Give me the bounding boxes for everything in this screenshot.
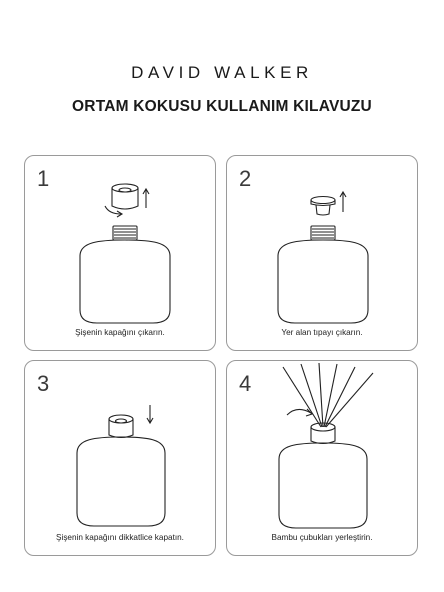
step-card-1	[24, 155, 216, 351]
step-number: 4	[239, 371, 252, 396]
step-caption: Bambu çubukları yerleştirin.	[271, 533, 373, 542]
step-3-illustration	[25, 361, 217, 557]
brand-logo: DAVID WALKER	[131, 63, 313, 82]
step-number: 1	[37, 166, 50, 191]
step-card-3	[24, 360, 216, 556]
page-title: ORTAM KOKUSU KULLANIM KILAVUZU	[72, 98, 372, 115]
bottle-icon	[279, 423, 367, 528]
step-caption: Yer alan tıpayı çıkarın.	[281, 328, 363, 337]
rotate-arrow-icon	[287, 409, 312, 416]
cap-icon	[112, 184, 138, 209]
step-number: 2	[239, 166, 252, 191]
step-card-2	[226, 155, 418, 351]
step-card-4	[226, 360, 418, 556]
bottle-icon	[80, 226, 170, 323]
stopper-icon	[311, 197, 335, 216]
step-1-illustration	[25, 156, 217, 352]
step-caption: Şişenin kapağını çıkarın.	[75, 328, 165, 337]
arrow-up-icon	[143, 189, 149, 208]
step-4-illustration	[227, 361, 419, 557]
arrow-up-icon	[340, 192, 346, 212]
arrow-down-icon	[147, 405, 153, 423]
rotate-arrow-icon	[105, 206, 122, 217]
step-number: 3	[37, 371, 50, 396]
cap-icon	[109, 415, 133, 438]
reed-sticks-icon	[283, 363, 373, 427]
step-caption: Şişenin kapağını dikkatlice kapatın.	[56, 533, 184, 542]
bottle-icon	[278, 226, 368, 323]
bottle-icon	[77, 437, 165, 526]
step-2-illustration	[227, 156, 419, 352]
